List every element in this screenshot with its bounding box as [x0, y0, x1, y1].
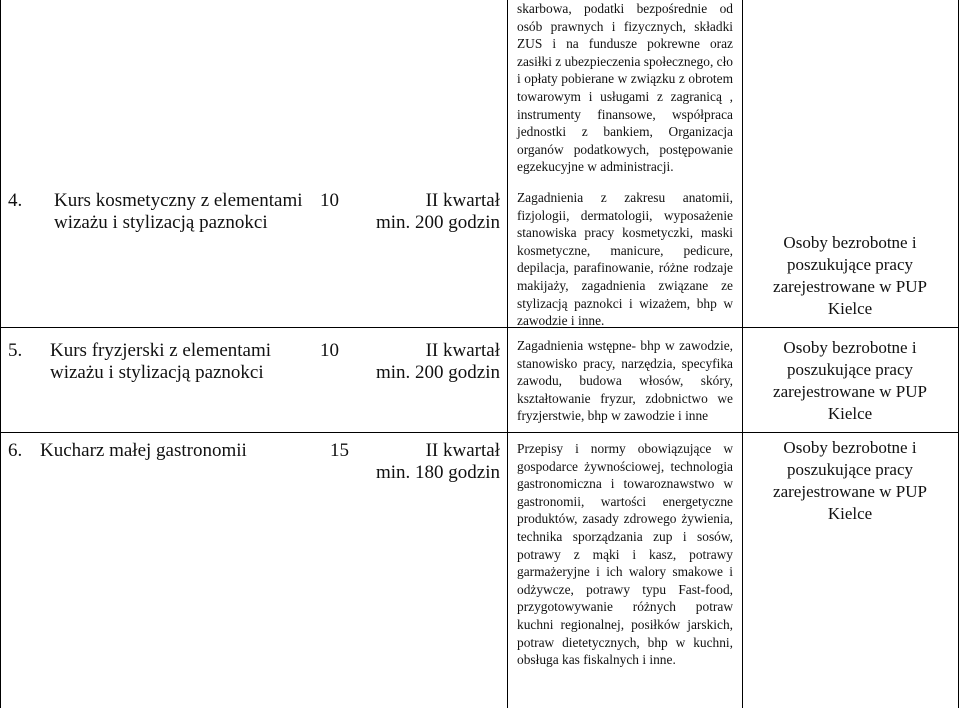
course-period: II kwartał — [425, 440, 500, 461]
course-name: Kurs kosmetyczny z elementami wizażu i stylizacją paznokci — [54, 190, 303, 233]
course-hours: min. 200 godzin — [375, 362, 500, 383]
row-number: 4. — [8, 190, 23, 211]
course-hours: min. 180 godzin — [375, 462, 500, 483]
table-border-right — [958, 0, 959, 708]
row-divider-4-5 — [0, 327, 959, 328]
participants-count: 10 — [320, 340, 339, 361]
program-description: Zagadnienia z zakresu anatomii, fizjologii, dermatologii, wyposażenie stanowiska pracy kosmetyczki, maski kosmetyczne, manicure, pedicure, depilacja, parafinowanie, różne rodzaje makijaży, zagadnienia związane ze stylizacją paznokci i wizażem, bhp w zawodzie i inne. — [517, 190, 733, 329]
course-hours: min. 200 godzin — [375, 212, 500, 233]
course-name: Kucharz małej gastronomii — [40, 440, 247, 461]
course-period: II kwartał — [425, 340, 500, 361]
target-group: Osoby bezrobotne i poszukujące pracy zarejestrowane w PUP Kielce — [773, 338, 927, 423]
column-divider-program-left — [507, 0, 508, 708]
row-divider-5-6 — [0, 432, 959, 433]
target-group: Osoby bezrobotne i poszukujące pracy zarejestrowane w PUP Kielce — [773, 233, 927, 318]
program-description: Przepisy i normy obowiązujące w gospodarce żywnościowej, technologia gastronomiczna i towaroznawstwo w gastronomii, wartości energetyczne produktów, zasady zdrowego żywienia, technika sporządzania zup i sosów, potrawy z mąki i kasz, potrawy garmażeryjne i ich walory smakowe i odżywcze, potrawy typu Fast-food, przygotowywanie różnych potraw kuchni regionalnej, posiłków jarskich, potraw dietetycznych, bhp w kuchni, obsługa kas fiskalnych i inne. — [517, 441, 733, 668]
course-period: II kwartał — [425, 190, 500, 211]
participants-count: 15 — [330, 440, 349, 461]
program-description-continued: skarbowa, podatki bezpośrednie od osób prawnych i fizycznych, składki ZUS i na fundusze pokrewne oraz zasiłki z ubezpieczenia społecznego, cło i opłaty pobierane w związku z obrotem towarowym i usługami z zagranicą , instrumenty finansowe, współpraca jednostki z bankiem, Organizacja organów podatkowych, postępowanie egzekucyjne w administracji. — [517, 1, 734, 175]
column-divider-program-right — [742, 0, 743, 708]
table-border-left — [0, 0, 1, 708]
target-group: Osoby bezrobotne i poszukujące pracy zarejestrowane w PUP Kielce — [773, 438, 927, 523]
course-name: Kurs fryzjerski z elementami wizażu i stylizacją paznokci — [50, 340, 272, 383]
participants-count: 10 — [320, 190, 339, 211]
row-number: 6. — [8, 440, 23, 461]
row-number: 5. — [8, 340, 23, 361]
program-description: Zagadnienia wstępne- bhp w zawodzie, stanowisko pracy, narzędzia, specyfika zawodu, budowa włosów, skóry, kształtowanie fryzur, zdobnictwo we fryzjerstwie, bhp w zawodzie i inne — [517, 338, 733, 424]
